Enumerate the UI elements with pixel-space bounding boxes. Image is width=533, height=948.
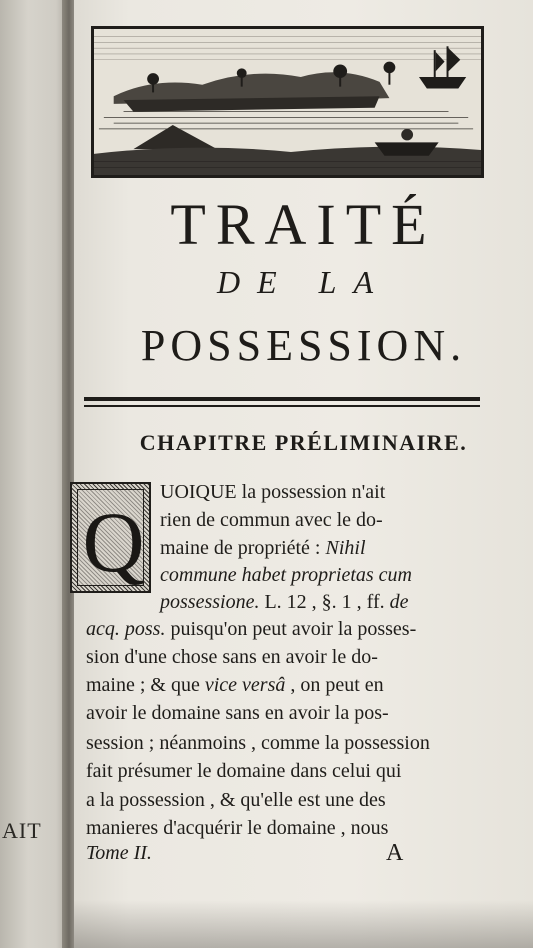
body-line xyxy=(86,617,416,641)
body-line: UOIQUE la possession n'ait xyxy=(160,481,386,503)
body-text: puisqu'on peut avoir la posses- xyxy=(165,618,417,640)
facing-page xyxy=(0,0,70,948)
body-line xyxy=(160,590,409,614)
drop-cap-letter: Q xyxy=(82,494,145,590)
body-line: sion d'une chose sans en avoir le do- xyxy=(86,646,378,668)
signature-mark: A xyxy=(386,840,404,866)
body-text: , on peut en xyxy=(285,674,384,696)
body-line: fait présumer le domaine dans celui qui xyxy=(86,760,402,782)
body-line xyxy=(86,673,384,697)
body-latin: vice versâ xyxy=(204,674,286,696)
body-latin: acq. poss. xyxy=(86,618,166,640)
body-text: L. 12 , §. 1 , ff. xyxy=(259,591,390,613)
body-line: session ; néanmoins , comme la possession xyxy=(86,732,430,754)
body-line: rien de commun avec le do- xyxy=(160,509,383,531)
body-line: a la possession , & qu'elle est une des xyxy=(86,789,386,811)
body-latin: de xyxy=(389,591,409,613)
title-rule-thin xyxy=(84,405,480,407)
page-shadow xyxy=(74,900,533,948)
body-latin: commune habet proprietas cum xyxy=(160,564,412,586)
body-latin: possessione. xyxy=(160,591,260,613)
title-rule-thick xyxy=(84,397,480,401)
engraved-vignette xyxy=(91,26,484,178)
drop-cap-frame xyxy=(77,489,145,590)
title-traite: TRAITÉ xyxy=(170,192,437,257)
facing-page-text: AIT xyxy=(2,818,42,843)
volume-label: Tome II. xyxy=(86,842,152,864)
body-line: avoir le domaine sans en avoir la pos- xyxy=(86,702,389,724)
title-possession: POSSESSION. xyxy=(140,321,467,370)
drop-cap xyxy=(70,482,151,593)
body-line xyxy=(160,536,366,560)
landscape-engraving xyxy=(94,29,481,175)
body-line xyxy=(160,563,412,587)
body-text: maine ; & que xyxy=(86,674,205,696)
title-de-la: DE LA xyxy=(217,264,390,300)
body-line: manieres d'acquérir le domaine , nous xyxy=(86,817,389,839)
body-latin: Nihil xyxy=(325,537,366,559)
body-text: maine de propriété : xyxy=(160,537,326,559)
chapter-heading: CHAPITRE PRÉLIMINAIRE. xyxy=(139,430,468,455)
